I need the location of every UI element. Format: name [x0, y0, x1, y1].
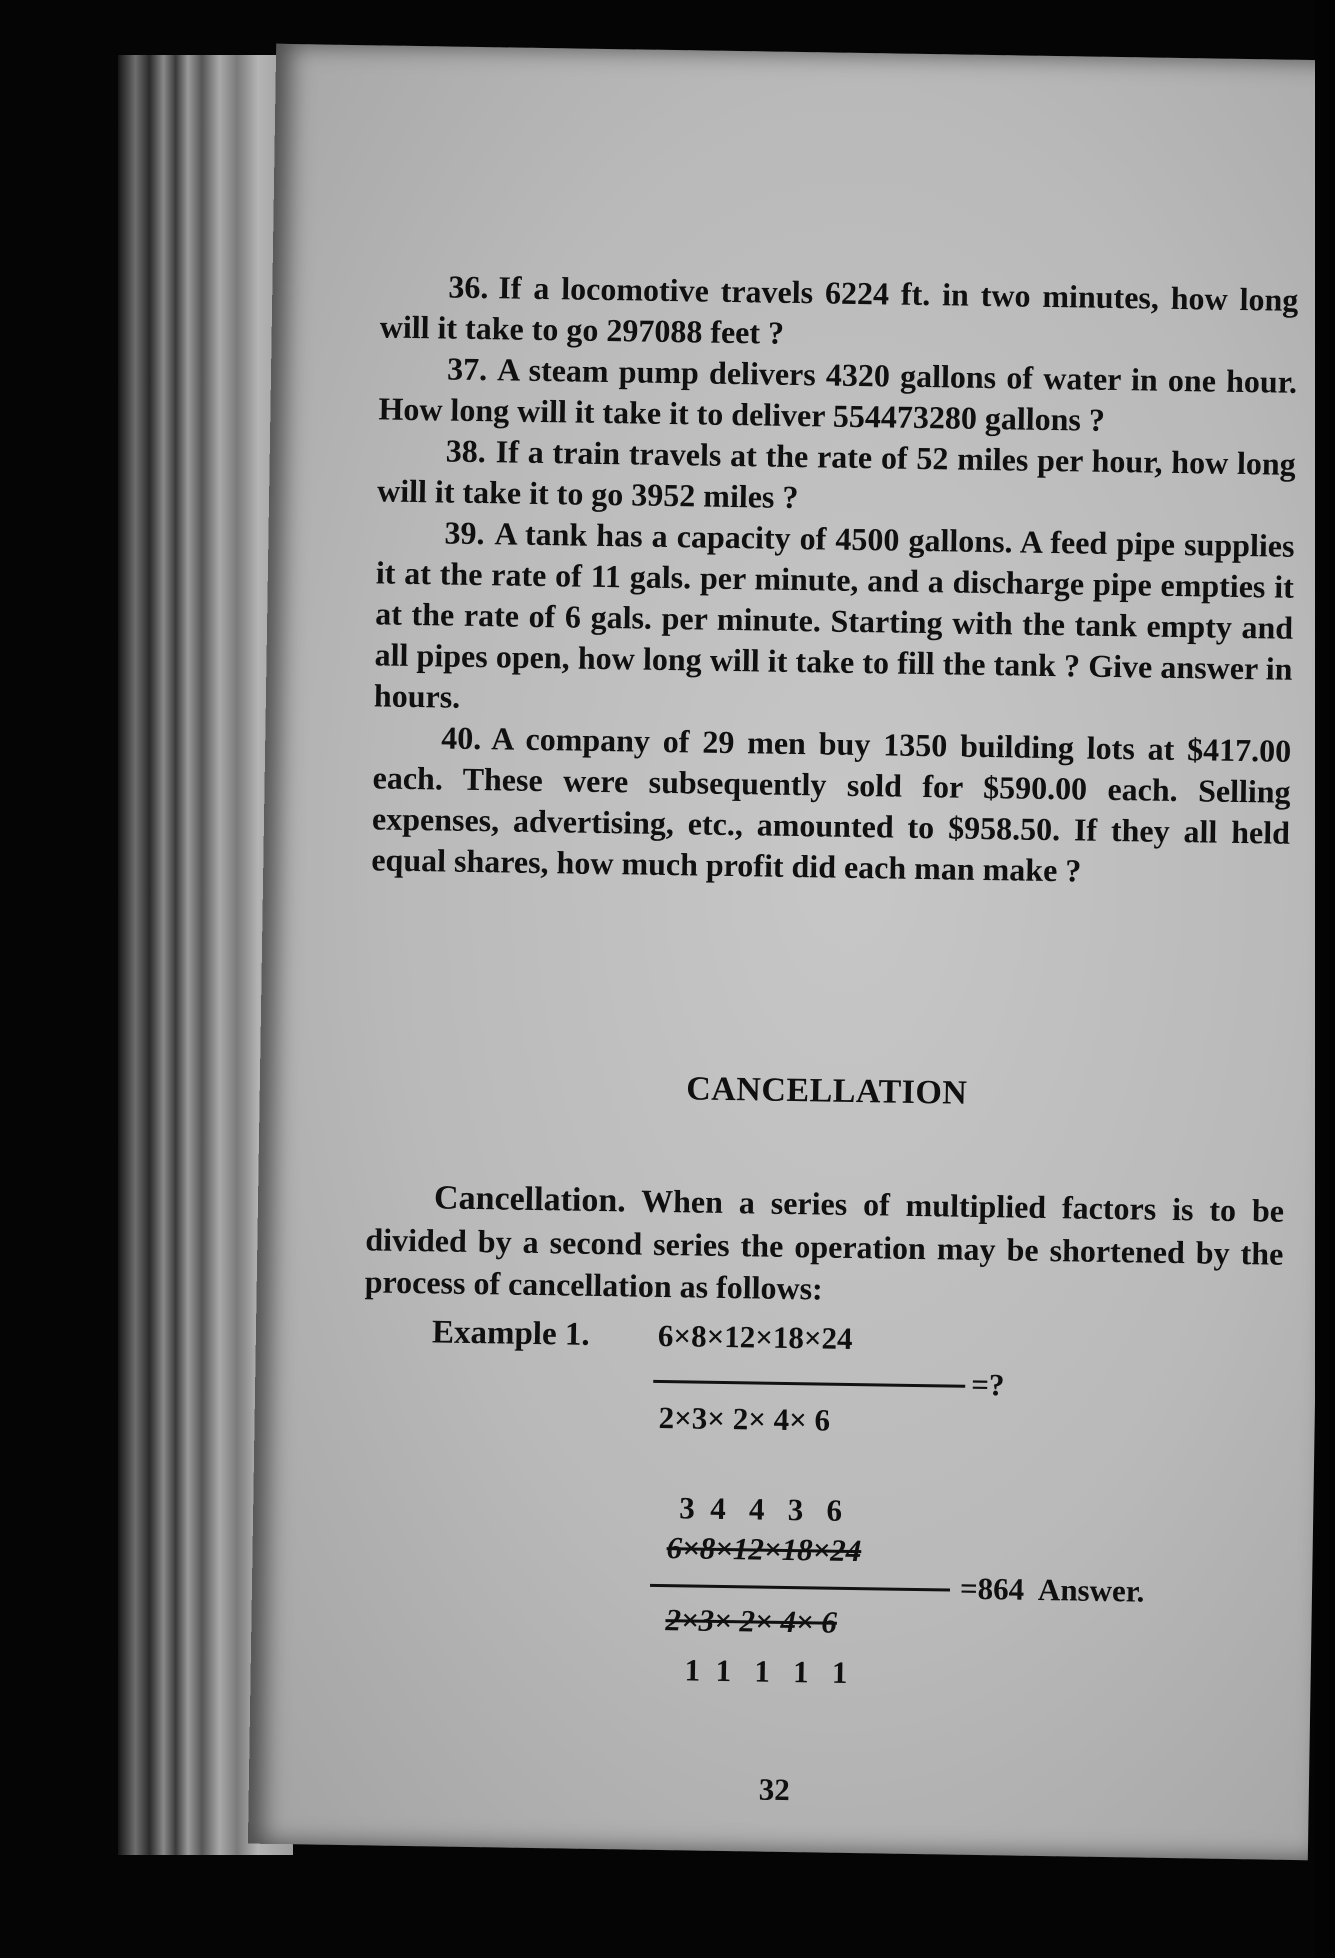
problem-38: [377, 429, 1296, 525]
problem-number: 40.: [441, 719, 482, 757]
example-label: Example 1.: [431, 1314, 590, 1353]
cancelled-denominator: 2×3× 2× 4× 6: [665, 1602, 838, 1640]
fraction-bar: [650, 1584, 950, 1592]
problem-list: [371, 265, 1299, 894]
problem-number: 39.: [444, 514, 485, 552]
problem-number: 37.: [446, 350, 488, 388]
answer-result: =864 Answer.: [959, 1570, 1145, 1609]
section-title: CANCELLATION: [685, 1070, 968, 1112]
problem-36: [379, 265, 1298, 361]
denominator-quotients: 1 1 1 1 1: [684, 1652, 848, 1690]
problem-text: A tank has a capacity of 4500 gallons. A feed pipe supplies it at the rate of 11 gals. per minute, and a discharge pipe empties it at the rate of 6 gals. per minute. Starting with the tank empty and all pipes open, how long will it take to fill the tank ? Give answer in hours.: [373, 515, 1295, 715]
scan-border: [1315, 0, 1335, 1958]
problem-39: [374, 511, 1295, 730]
book-page: [248, 44, 1335, 1860]
intro-text: When a series of multiplied factors is to be divided by a second series the operation may be shortened by the process of cancellation as follows:: [364, 1182, 1285, 1307]
problem-37: [378, 347, 1297, 443]
run-in-heading: Cancellation.: [433, 1179, 627, 1220]
page-number: 32: [758, 1771, 791, 1808]
cancelled-numerator: 6×8×12×18×24: [666, 1530, 862, 1569]
equals-question: =?: [970, 1366, 1005, 1403]
numerator-expression: 6×8×12×18×24: [657, 1317, 853, 1356]
cancellation-example: [426, 1308, 1282, 1741]
problem-number: 38.: [445, 432, 487, 470]
problem-text: If a train travels at the rate of 52 miles per hour, how long will it take it to go 3952 miles ?: [376, 433, 1297, 516]
numerator-quotients: 3 4 4 3 6: [678, 1490, 843, 1528]
problem-number: 36.: [448, 268, 489, 306]
denominator-expression: 2×3× 2× 4× 6: [658, 1399, 831, 1438]
problem-text: A steam pump delivers 4320 gallons of water in one hour. How long will it take it to deliver 554473280 gallons ?: [378, 351, 1298, 438]
section-intro: [364, 1175, 1284, 1316]
problem-text: If a locomotive travels 6224 ft. in two minutes, how long will it take to go 297088 feet ?: [379, 269, 1299, 351]
fraction-bar: [653, 1380, 965, 1388]
problem-40: [371, 716, 1291, 894]
problem-text: A company of 29 men buy 1350 building lots at $417.00 each. These were subsequently sold for $590.00 each. Selling expenses, advertising, etc., amounted to $958.50. If they all held equal shares, how much profit did each man make ?: [371, 720, 1292, 889]
